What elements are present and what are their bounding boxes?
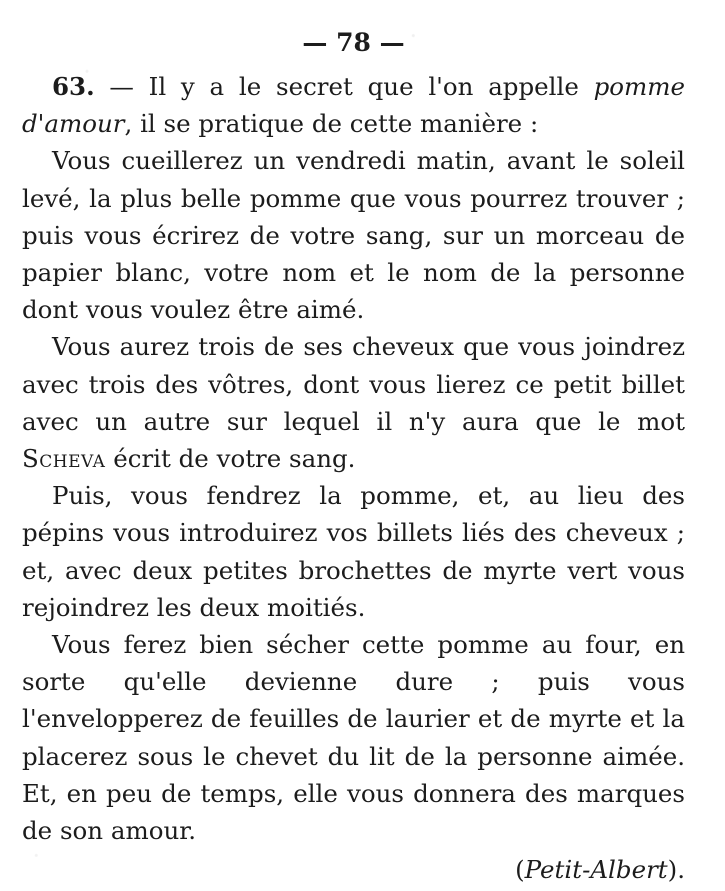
source-attribution <box>22 851 685 888</box>
attribution-close: ). <box>667 855 685 885</box>
paragraph-step-1: Vous cueillerez un vendredi matin, avant le soleil levé, la plus belle pomme que vous pourrez trouver ; puis vous écrirez de votre sang, sur un morceau de papier blanc, votre nom et le nom de la personne dont vous voulez être aimé. <box>22 146 685 325</box>
intro-text-before: Il y a le secret que l'on appelle <box>148 72 594 101</box>
paragraph-step-4: Vous ferez bien sécher cette pomme au four, en sorte qu'elle devienne dure ; puis vous l'envelopperez de feuilles de laurier et de myrte et la placerez sous le chevet du lit de la personne aimée. Et, en peu de temps, elle vous donnera des marques de son amour. <box>22 630 685 846</box>
attribution-source: Petit-Albert <box>524 855 668 885</box>
page-number: — 78 — <box>302 28 405 57</box>
attribution-open: ( <box>515 855 525 885</box>
step-2-text-after: écrit de votre sang. <box>105 444 356 474</box>
step-2-text-before: Vous aurez trois de ses cheveux que vous joindrez avec trois des vôtres, dont vous lierez ce petit billet avec un autre sur lequel il n'y aura que le mot <box>22 332 685 436</box>
intro-text-after: , il se pratique de cette manière : <box>124 109 539 139</box>
paragraph-intro <box>22 68 685 142</box>
paragraph-step-3: Puis, vous fendrez la pomme, et, au lieu des pépins vous introduirez vos billets liés des cheveux ; et, avec deux petites brochettes de myrte vert vous rejoindrez les deux moitiés. <box>22 481 685 622</box>
recipe-dash: — <box>94 72 149 101</box>
intro-italic-phrase: pomme d'amour <box>22 72 686 139</box>
step-2-smallcaps-word: Scheva <box>22 444 106 474</box>
recipe-number: 63. <box>52 72 95 101</box>
paragraph-step-2 <box>22 328 685 477</box>
